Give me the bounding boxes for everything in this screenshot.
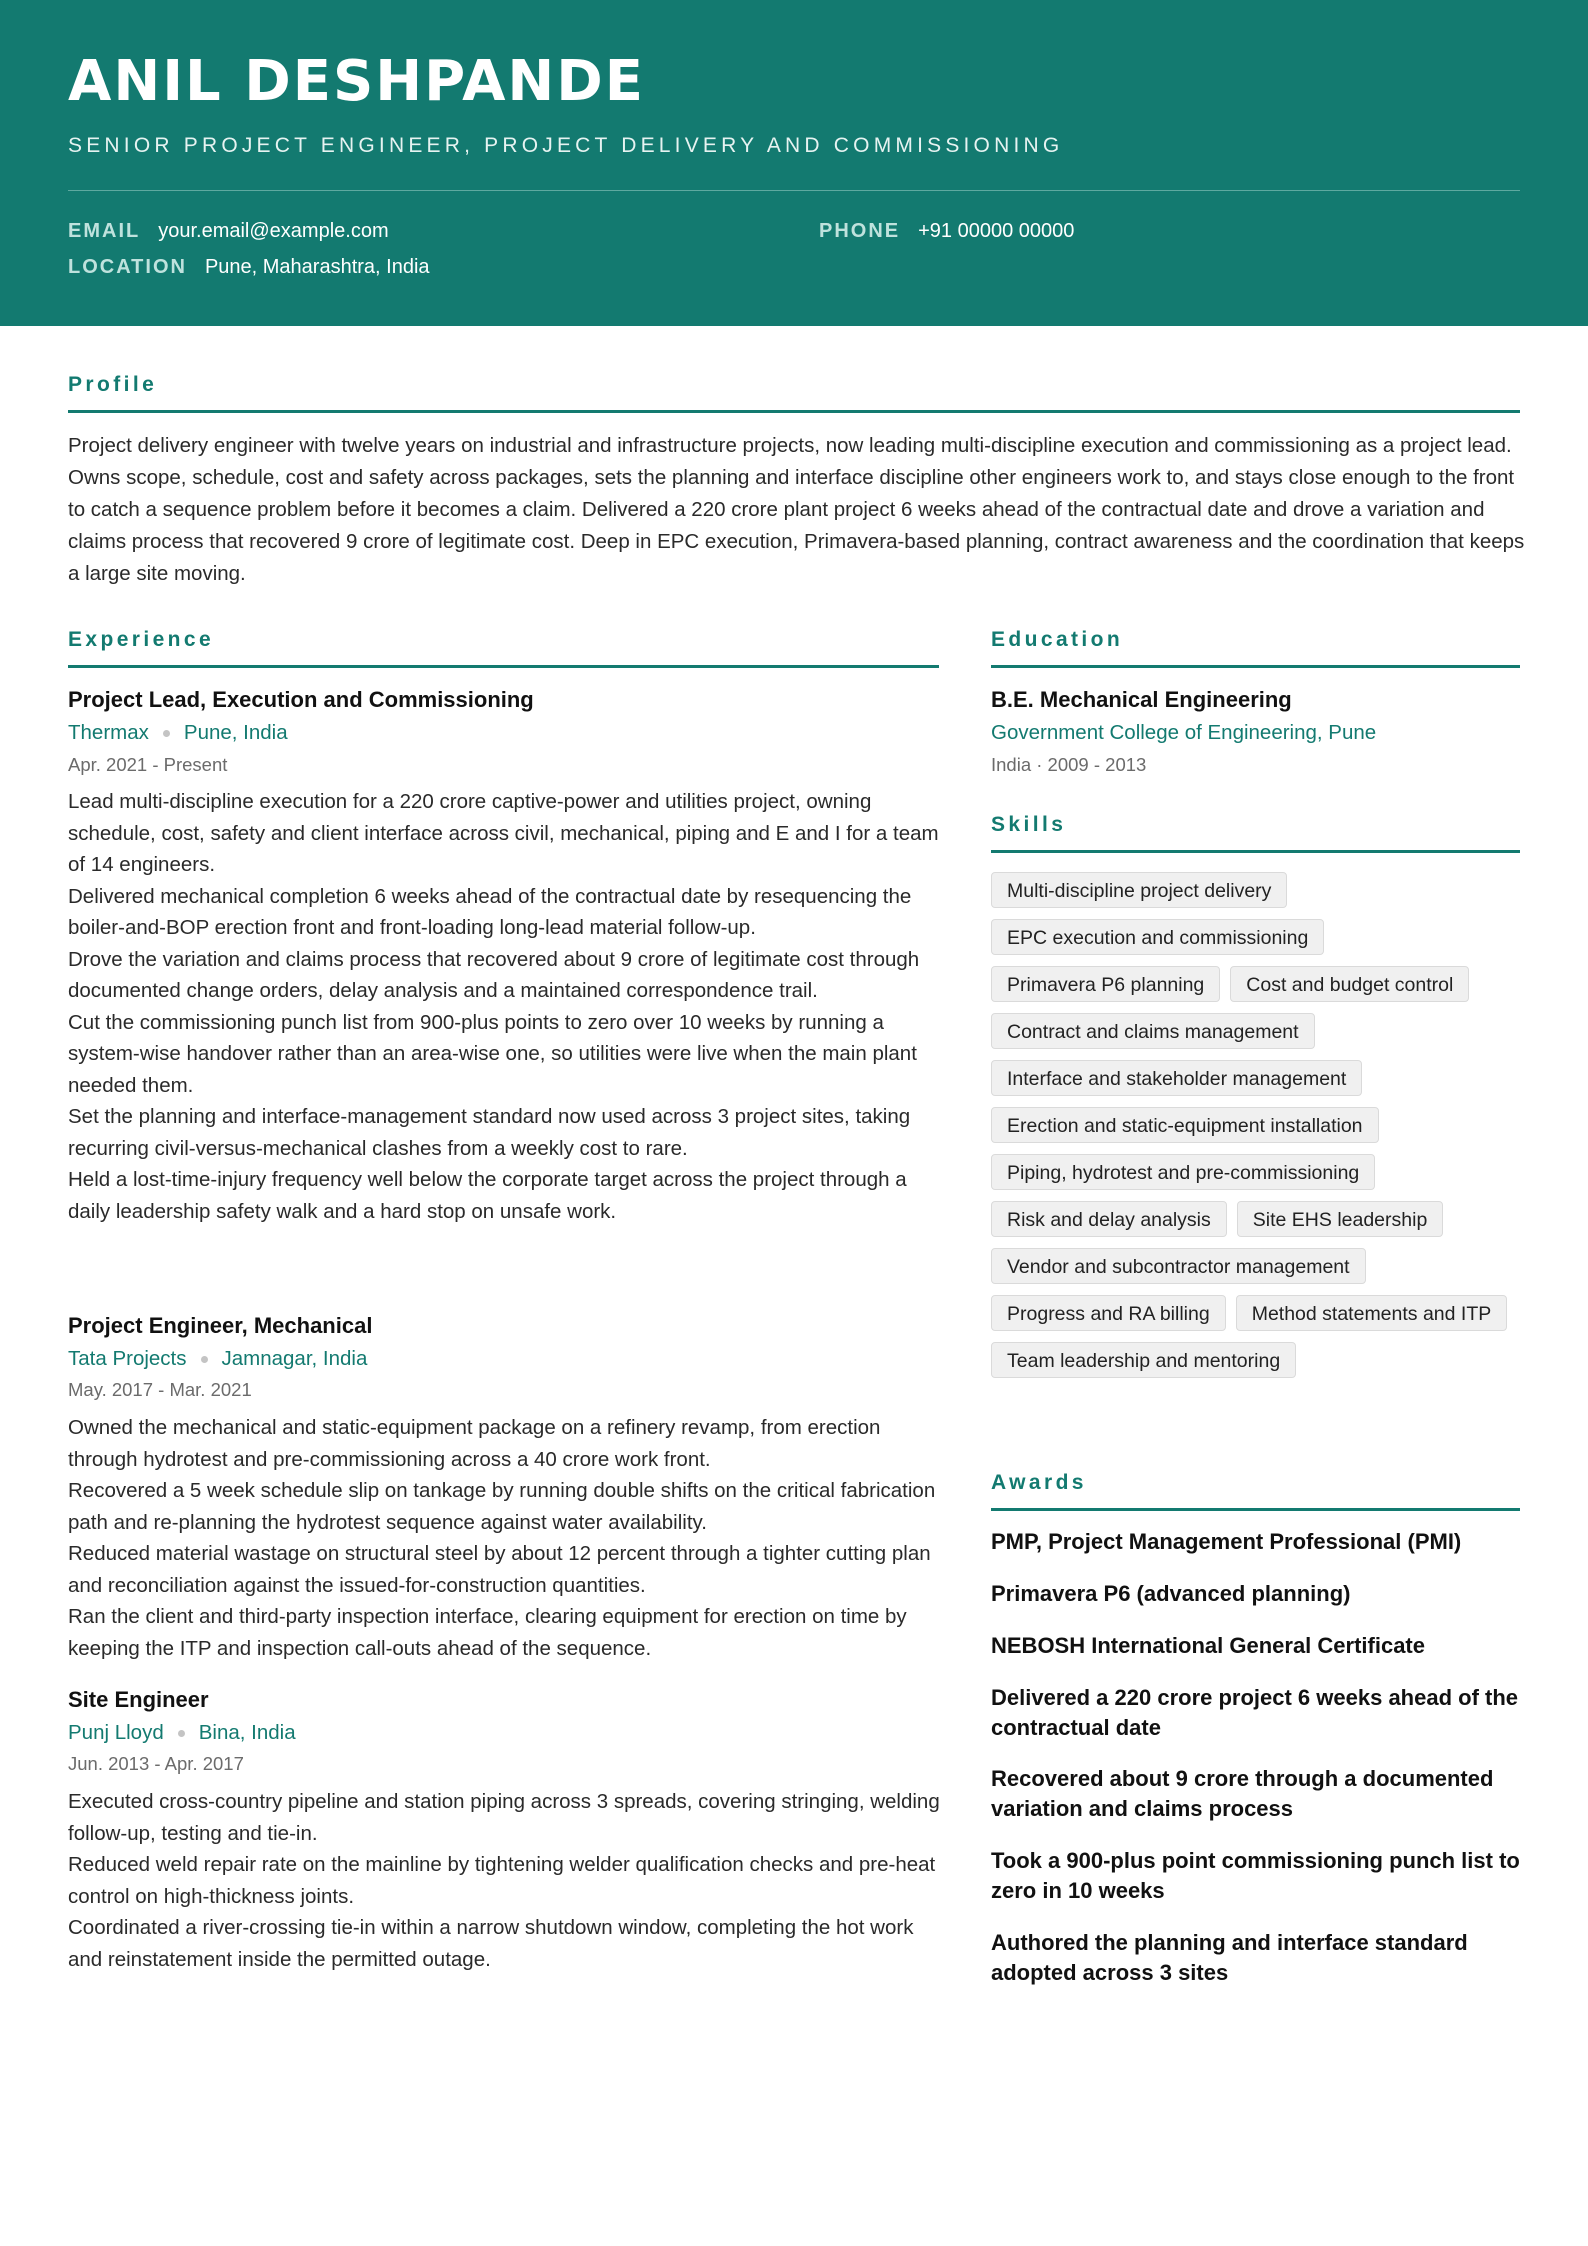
- skill-chip: Cost and budget control: [1230, 966, 1469, 1002]
- job-location: Pune, India: [183, 721, 288, 744]
- header-divider: [68, 190, 1520, 191]
- job-dates: Jun. 2013 - Apr. 2017: [68, 1753, 244, 1774]
- skill-chip: Interface and stakeholder management: [991, 1060, 1362, 1096]
- job-meta: [68, 1720, 296, 1746]
- job-bullet: Held a lost-time-injury frequency well below the corporate target across the project through a daily leadership safety walk and a hard stop on unsafe work.: [68, 1168, 907, 1223]
- job-bullet: Delivered mechanical completion 6 weeks ahead of the contractual date by resequencing the boiler-and-BOP erection front and front-loading long-lead material follow-up.: [68, 884, 912, 939]
- education-heading: Education: [991, 628, 1124, 651]
- skill-chip: Method statements and ITP: [1236, 1295, 1508, 1331]
- contact-location: [68, 254, 430, 280]
- job-title: Project Engineer, Mechanical: [68, 1313, 373, 1338]
- job-bullet: Reduced material wastage on structural steel by about 12 percent through a tighter cutting plan and reconciliation against the issued-for-construction quantities.: [68, 1542, 931, 1597]
- awards-rule: [991, 1508, 1520, 1511]
- job-company: Thermax: [68, 721, 149, 744]
- skill-chip: EPC execution and commissioning: [991, 919, 1324, 955]
- job-dates: May. 2017 - Mar. 2021: [68, 1379, 252, 1400]
- job-bullet: Cut the commissioning punch list from 900-plus points to zero over 10 weeks by running a system-wise handover rather than an area-wise one, so utilities were live when the main plant needed them.: [68, 1010, 917, 1097]
- separator-dot-icon: [178, 1730, 185, 1737]
- education-degree: B.E. Mechanical Engineering: [991, 687, 1292, 712]
- experience-heading: Experience: [68, 628, 215, 651]
- contact-email: [68, 218, 389, 244]
- award-item: Authored the planning and interface standard adopted across 3 sites: [991, 1930, 1468, 1985]
- job-company: Punj Lloyd: [68, 1721, 164, 1744]
- job-bullet: Coordinated a river-crossing tie-in within a narrow shutdown window, completing the hot work and reinstatement inside the permitted outage.: [68, 1916, 914, 1971]
- education-rule: [991, 665, 1520, 668]
- job-bullets: [68, 1412, 948, 1664]
- award-item: Took a 900-plus point commissioning punch list to zero in 10 weeks: [991, 1848, 1520, 1903]
- award-item: PMP, Project Management Professional (PMI): [991, 1529, 1462, 1554]
- email-label: EMAIL: [68, 220, 141, 242]
- separator-dot-icon: [201, 1356, 208, 1363]
- job-bullets: [68, 786, 948, 1227]
- experience-rule: [68, 665, 939, 668]
- job-bullet: Owned the mechanical and static-equipment package on a refinery revamp, from erection through hydrotest and pre-commissioning across a 40 crore work front.: [68, 1416, 881, 1471]
- candidate-title: SENIOR PROJECT ENGINEER, PROJECT DELIVERY AND COMMISSIONING: [68, 134, 1064, 157]
- job-meta: [68, 1346, 367, 1372]
- award-item: Recovered about 9 crore through a documented variation and claims process: [991, 1766, 1494, 1821]
- skills-rule: [991, 850, 1520, 853]
- awards-heading: Awards: [991, 1471, 1087, 1494]
- location-value: Pune, Maharashtra, India: [204, 256, 430, 278]
- skill-chip: Risk and delay analysis: [991, 1201, 1227, 1237]
- skill-chip: Vendor and subcontractor management: [991, 1248, 1366, 1284]
- resume-header: [0, 0, 1588, 326]
- job-bullet: Ran the client and third-party inspection interface, clearing equipment for erection on time by keeping the ITP and inspection call-outs ahead of the sequence.: [68, 1605, 907, 1660]
- skill-chip: Team leadership and mentoring: [991, 1342, 1296, 1378]
- skill-chip: Site EHS leadership: [1237, 1201, 1444, 1237]
- award-item: Primavera P6 (advanced planning): [991, 1581, 1351, 1606]
- job-bullets: [68, 1786, 948, 1975]
- job-bullet: Drove the variation and claims process that recovered about 9 crore of legitimate cost through documented change orders, delay analysis and a maintained correspondence trail.: [68, 947, 920, 1002]
- job-bullet: Set the planning and interface-management standard now used across 3 project sites, taking recurring civil-versus-mechanical clashes from a weekly cost to rare.: [68, 1105, 911, 1160]
- skills-list: [991, 872, 1531, 1378]
- separator-dot-icon: [163, 730, 170, 737]
- education-school: Government College of Engineering, Pune: [991, 721, 1377, 744]
- candidate-name: ANIL DESHPANDE: [68, 49, 646, 114]
- job-title: Site Engineer: [68, 1687, 209, 1712]
- job-bullet: Recovered a 5 week schedule slip on tankage by running double shifts on the critical fabrication path and re-planning the hydrotest sequence against water availability.: [68, 1479, 936, 1534]
- profile-heading: Profile: [68, 373, 158, 396]
- award-item: Delivered a 220 crore project 6 weeks ahead of the contractual date: [991, 1685, 1519, 1740]
- skill-chip: Erection and static-equipment installation: [991, 1107, 1379, 1143]
- skill-chip: Piping, hydrotest and pre-commissioning: [991, 1154, 1375, 1190]
- profile-summary: Project delivery engineer with twelve years on industrial and infrastructure projects, now leading multi-discipline execution and commissioning as a project lead. Owns scope, schedule, cost and safety across packages, sets the planning and interface discipline other engineers work to, and stays close enough to the front to catch a sequence problem before it becomes a claim. Delivered a 220 crore plant project 6 weeks ahead of the contractual date and drove a variation and claims process that recovered 9 crore of legitimate cost. Deep in EPC execution, Primavera-based planning, contract awareness and the coordination that keeps a large site moving.: [68, 434, 1525, 585]
- education-meta: India · 2009 - 2013: [991, 754, 1147, 775]
- skill-chip: Contract and claims management: [991, 1013, 1315, 1049]
- job-bullet: Reduced weld repair rate on the mainline by tightening welder qualification checks and pre-heat control on high-thickness joints.: [68, 1853, 936, 1908]
- job-meta: [68, 720, 288, 746]
- skills-heading: Skills: [991, 813, 1067, 836]
- email-value[interactable]: your.email@example.com: [158, 220, 389, 242]
- phone-value[interactable]: +91 00000 00000: [918, 220, 1075, 242]
- award-item: NEBOSH International General Certificate: [991, 1633, 1425, 1658]
- skill-chip: Multi-discipline project delivery: [991, 872, 1287, 908]
- job-bullet: Executed cross-country pipeline and station piping across 3 spreads, covering stringing, welding follow-up, testing and tie-in.: [68, 1790, 940, 1845]
- job-location: Jamnagar, India: [221, 1347, 368, 1370]
- job-title: Project Lead, Execution and Commissioning: [68, 687, 534, 712]
- contact-phone: [819, 218, 1074, 244]
- profile-rule: [68, 410, 1520, 413]
- job-company: Tata Projects: [68, 1347, 187, 1370]
- phone-label: PHONE: [819, 220, 901, 242]
- skill-chip: Progress and RA billing: [991, 1295, 1226, 1331]
- job-bullet: Lead multi-discipline execution for a 220 crore captive-power and utilities project, owning schedule, cost, safety and client interface across civil, mechanical, piping and E and I for a team of 14 engineers.: [68, 790, 939, 876]
- job-location: Bina, India: [198, 1721, 296, 1744]
- skill-chip: Primavera P6 planning: [991, 966, 1220, 1002]
- job-dates: Apr. 2021 - Present: [68, 754, 228, 775]
- location-label: LOCATION: [68, 256, 187, 278]
